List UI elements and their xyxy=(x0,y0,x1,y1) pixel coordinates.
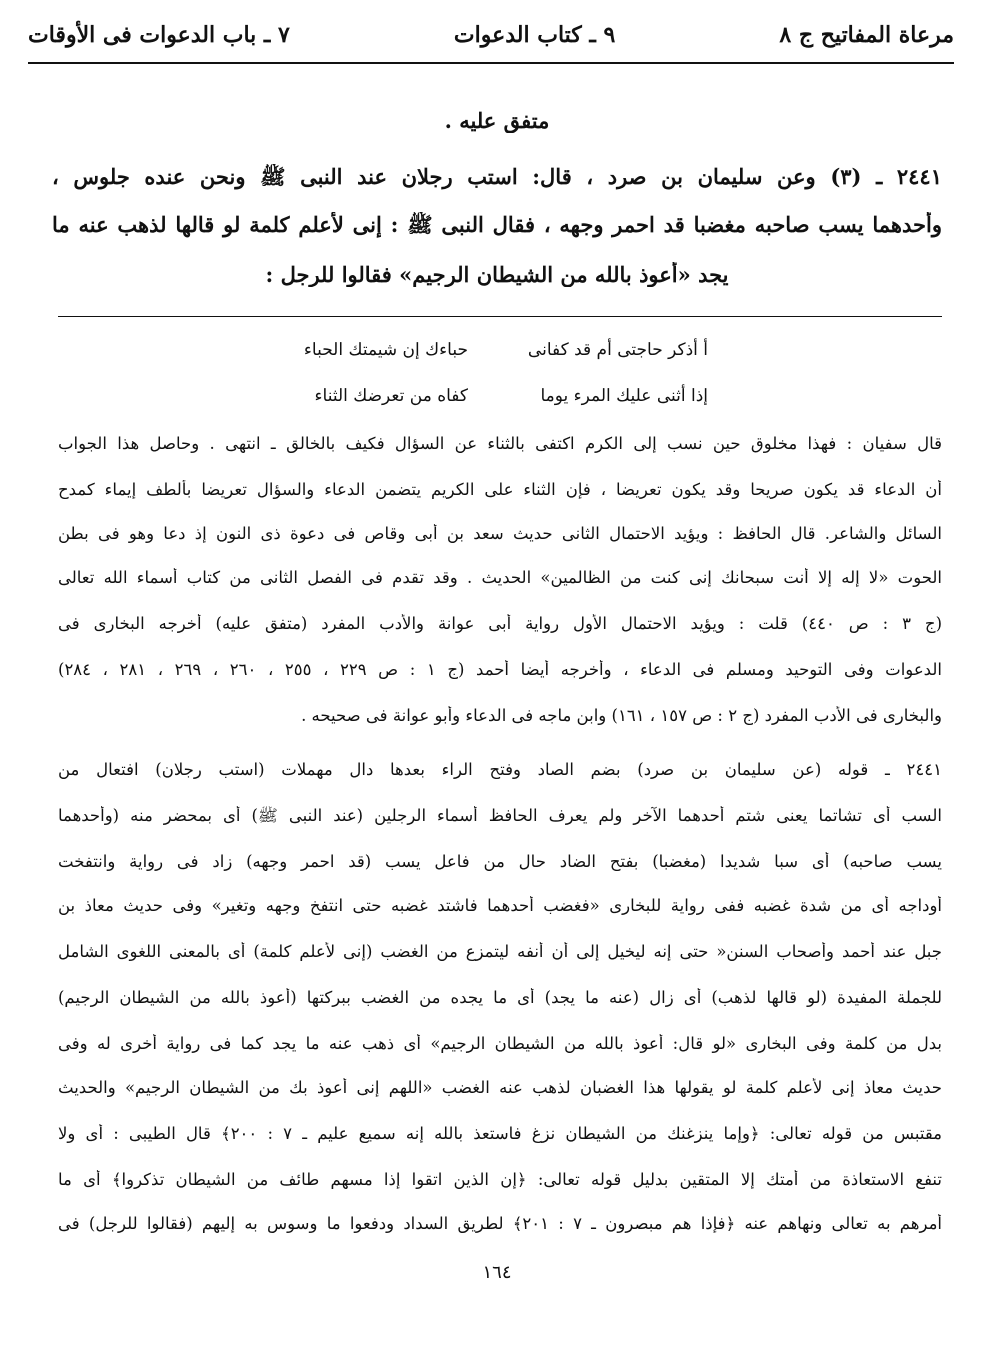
commentary-line: أن الدعاء قد يكون صريحا وقد يكون تعريضا ، فإن الثناء على الكريم يتضمن الدعاء والسؤال تعريضا بألطف إيماء كمدح xyxy=(58,480,942,499)
commentary-line: حديث معاذ إنى لأعلم كلمة لو يقولها هذا الغضبان لذهب عنه الغضب «اللهم إنى أعوذ بك من الشيطان الرجيم» والحديث xyxy=(58,1078,942,1097)
commentary-line: للجملة المفيدة (لو قالها لذهب) أى زال (عنه ما يجد) أى ما يجده من الغضب ببركتها (أعوذ بالله من الشيطان الرجيم) xyxy=(58,988,942,1007)
header-rule xyxy=(28,62,954,64)
poem-verse-2-second: كفاه من تعرضك الثناء xyxy=(314,386,468,406)
poem-verse-1-second: حباءك إن شيمتك الحباء xyxy=(303,340,468,360)
chapter-title: ٧ ـ باب الدعوات فى الأوقات xyxy=(28,22,290,48)
commentary-line: تنفع الاستعاذة من أمتك إلا المتقين بدليل قوله تعالى: ﴿إن الذين اتقوا إذا مسهم طائف من الشيطان تذكروا﴾ أى ما xyxy=(58,1170,942,1189)
hadith-line: وأحدهما يسب صاحبه مغضبا قد احمر وجهه ، فقال النبى ﷺ : إنى لأعلم كلمة لو قالها لذهب عنه ما xyxy=(52,212,942,237)
commentary-line: والبخارى فى الأدب المفرد (ج ٢ : ص ١٥٧ ، ١٦١) وابن ماجه فى الدعاء وأبو عوانة فى صحيحه . xyxy=(301,706,942,725)
commentary-line: بدل من كلمة وفى البخارى «لو قال: أعوذ بالله من الشيطان الرجيم» أى ذهب عنه ما يجد كما فى رواية أخرى له وفى xyxy=(58,1034,942,1053)
footnote-separator xyxy=(58,316,942,317)
commentary-line: الدعوات وفى التوحيد ومسلم فى الدعاء ، وأخرجه أيضا أحمد (ج ١ : ص ٢٢٩ ، ٢٥٥ ، ٢٦٠ ، ٢٦٩ ، ٢٨١ ، ٢٨٤) xyxy=(58,660,942,679)
commentary-line: السائل والشاعر. قال الحافظ : ويؤيد الاحتمال الثانى حديث سعد بن أبى وقاص فى دعوة ذى النون إذ دعا وهو فى بطن xyxy=(58,524,942,543)
commentary-line: الحوت «لا إله إلا أنت سبحانك إنى كنت من الظالمين» الحديث . وقد تقدم فى الفصل الثانى من كتاب أسماء الله تعالى xyxy=(58,568,942,587)
page-number: ١٦٤ xyxy=(482,1262,512,1283)
commentary-line: أوداجه أى من شدة غضبه ففى رواية للبخارى «فغضب أحدهما فاشتد غضبه حتى انتفخ وجهه وتغير» وفى حديث معاذ بن xyxy=(58,896,942,915)
commentary-line: جبل عند أحمد وأصحاب السنن« حتى إنه ليخيل إلى أن أنفه ليتمزع من الغضب (إنى لأعلم كلمة) أى بالمعنى اللغوى الشامل xyxy=(58,942,942,961)
commentary-line: ٢٤٤١ ـ قوله (عن سليمان بن صرد) بضم الصاد وفتح الراء بعدها دال مهملات (استب رجلان) افتعال من xyxy=(58,760,942,779)
hadith-line: ٢٤٤١ ـ (٣) وعن سليمان بن صرد ، قال: استب رجلان عند النبى ﷺ ونحن عنده جلوس ، xyxy=(52,164,942,189)
commentary-line: السب أى تشاتما يعنى شتم أحدهما الآخر ولم يعرف الحافظ أسماء الرجلين (عند النبى ﷺ) أى بمحضر منه (وأحدهما xyxy=(58,806,942,825)
commentary-line: مقتبس من قوله تعالى: ﴿وإما ينزغنك من الشيطان نزغ فاستعذ بالله إنه سميع عليم ـ ٧ : ٢٠٠﴾ قال الطيبى : أى ولا xyxy=(58,1124,942,1143)
poem-verse-1-first: أ أذكر حاجتى أم قد كفانى xyxy=(527,340,708,360)
hadith-line: يجد «أعوذ بالله من الشيطان الرجيم» فقالوا للرجل : xyxy=(265,262,729,287)
book-section: ٩ ـ كتاب الدعوات xyxy=(453,22,616,48)
poem-verse-2-first: إذا أثنى عليك المرء يوما xyxy=(540,386,708,406)
muttafaq-label: متفق عليه . xyxy=(444,108,550,133)
book-title: مرعاة المفاتيح ج ٨ xyxy=(779,22,954,48)
commentary-line: (ج ٣ : ص ٤٤٠) قلت : ويؤيد الاحتمال الأول رواية أبى عوانة والأدب المفرد (متفق عليه) أخرجه البخارى فى xyxy=(58,614,942,633)
commentary-line: قال سفيان : فهذا مخلوق حين نسب إلى الكرم اكتفى بالثناء عن السؤال فكيف بالخالق ـ انتهى . وحاصل هذا الجواب xyxy=(58,434,942,453)
running-header xyxy=(28,14,954,56)
commentary-line: أمرهم به تعالى ونهاهم عنه ﴿فإذا هم مبصرون ـ ٧ : ٢٠١﴾ لطريق السداد ودفعوا ما وسوس به إليهم (فقالوا للرجل) فى xyxy=(58,1214,942,1233)
commentary-line: يسب صاحبه) أى سبا شديدا (مغضبا) بفتح الضاد حال من فاعل يسب (قد احمر وجهه) زاد فى رواية وانتفخت xyxy=(58,852,942,871)
